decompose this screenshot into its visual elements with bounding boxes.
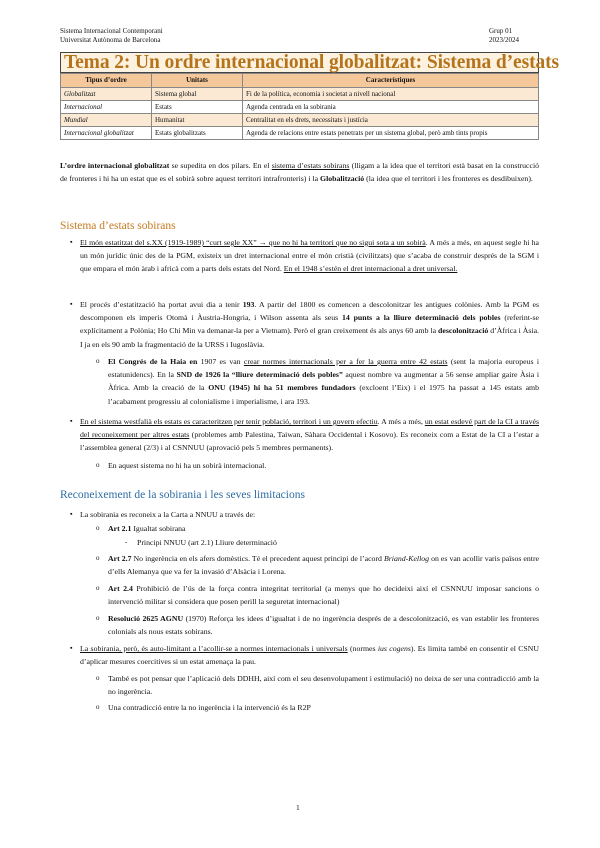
circle-bullet-icon: o — [96, 584, 100, 592]
table-header-row — [61, 74, 539, 88]
section-heading-sovereignty-recognition: Reconeixement de la sobirania i les seves limitacions — [60, 489, 305, 501]
bullet-icon: ▪ — [70, 238, 73, 246]
list-item: El món estatitzat del s.XX (1919-1989) “curt segle XX” → que no hi ha territori que no sigui sota a un sobirà. A més a més, en aquest segle hi ha un món jurídic únic des de la PGM, existeix un dret internacional entre el món cristià (civilitzats) que s’acaba de construir després de la SGM i que empara el món àrab i africà com a parts dels estats del Nord. En el 1948 s’estén el dret internacional a dret universal. — [80, 238, 540, 274]
table-cell: Agenda centrada en la sobirania — [243, 101, 539, 114]
table-row — [61, 88, 539, 101]
academic-year: 2023/2024 — [489, 36, 519, 44]
table-cell: Globalitzat — [61, 88, 152, 101]
order-types-table — [60, 73, 539, 140]
circle-bullet-icon: o — [96, 554, 100, 562]
list-item: La sobirania es reconeix a la Carta a NNUU a través de: — [80, 510, 256, 519]
table-cell: Estats — [152, 101, 243, 114]
list-item: Art 2.7 No ingerència en els afers domèstics. Té el precedent aquest principi de l’acord Briand-Kellog on es van acollir varis països entre d’ells Alemanya que va fer la invasió d’Alsàcia i Lorena. — [108, 554, 540, 577]
bullet-icon: ▪ — [70, 417, 73, 425]
circle-bullet-icon: o — [96, 614, 100, 622]
list-item: El Congrés de la Haia en 1907 es van crear normes internacionals per a fer la guerra entre 42 estats (sent la majoria europeus i estatunidencs). En la SND de 1926 la “lliure determinació dels pobles” aquest nombre va augmentar a 56 sense ampliar gaire Àsia i Àfrica. Amb la creació de la ONU (1945) hi ha 51 membres fundadors (excloent l’Eix) i el 1975 ha passat a 145 estats amb l’acabament progressiu al colonialisme i imperialisme, i ara 193. — [108, 357, 539, 406]
circle-bullet-icon: o — [96, 674, 100, 682]
page-title: Tema 2: Un ordre internacional globalitzat: Sistema d’estats — [64, 52, 560, 73]
table-cell: Mundial — [61, 114, 152, 127]
header-right — [489, 27, 519, 45]
header-left — [60, 27, 163, 45]
table-header: Característiques — [243, 74, 539, 88]
list-item: Art 2.4 Prohibició de l’ús de la força contra integritat territorial (a menys que ho decideixi així el CSNNUU imposar sancions o intervenció militar si considera que posen perill la seguretat internacional) — [108, 584, 539, 607]
section-heading-sovereign-states: Sistema d’estats sobirans — [60, 220, 176, 232]
list-item: La sobirania, però, és auto-limitant a l’acollir-se a normes internacionals i universals (normes ius cogens). Es limita també en consentir el CSNU d’aplicar mesures coercitives si un estat amenaça la pau. — [80, 644, 540, 667]
intro-paragraph: L’ordre internacional globalitzat se supedita en dos pilars. En el sistema d’estats sobirans (lligam a la idea que el territori està basat en la construcció de fronteres i hi ha un estat que es el sobirà sobre aquest territori intrafronteris) i la Globalització (la idea que el territori i les fronteres es desdibuixen). — [60, 161, 540, 184]
circle-bullet-icon: o — [96, 357, 100, 365]
table-cell: Estats globalitzats — [152, 127, 243, 140]
list-item: Resolució 2625 AGNU (1970) Reforça les idees d’igualtat i de no ingerència després de a descolonització, es van establir les fronteres colonials als nous estats sobirans. — [108, 614, 539, 637]
table-cell: Agenda de relacions entre estats penetrats per un sistema global, però amb tints propis — [243, 127, 539, 140]
table-row — [61, 127, 539, 140]
list-item: En el sistema westfalià els estats es caracteritzen per tenir població, territori i un govern efectiu. A més a més, un estat esdevé part de la CI a través del reconeixement per altres estats (problemes amb Palestina, Taiwan, Sàhara Occidental i Kosovo). Es reconeix com a Estat de la CI a l’estar a l’assemblea general (2/3) i al CSNNUU (aprovació pels 5 membres permanents). — [80, 417, 540, 453]
list-item: Una contradicció entre la no ingerència i la intervenció és la R2P — [108, 703, 311, 712]
circle-bullet-icon: o — [96, 524, 100, 532]
bullet-icon: ▪ — [70, 510, 73, 518]
course-name: Sistema Internacional Contemporani — [60, 27, 163, 35]
table-header: Tipus d’ordre — [61, 74, 152, 88]
table-header: Unitats — [152, 74, 243, 88]
bullet-icon: ▪ — [70, 644, 73, 652]
table-cell: Centralitat en els drets, necessitats i justícia — [243, 114, 539, 127]
dash-bullet-icon: - — [125, 538, 128, 546]
page-number: 1 — [296, 803, 300, 812]
list-item: Art 2.1 Igualtat sobirana — [108, 524, 186, 533]
circle-bullet-icon: o — [96, 461, 100, 469]
page-title-box — [60, 52, 560, 73]
university-name: Universitat Autònoma de Barcelona — [60, 36, 161, 44]
table-row — [61, 101, 539, 114]
table-row — [61, 114, 539, 127]
group-label: Grup 01 — [489, 27, 513, 35]
bullet-icon: ▪ — [70, 300, 73, 308]
list-item: El procés d’estatització ha portat avui dia a tenir 193. A partir del 1800 es comencen a descolonitzar les antigues colònies. Amb la PGM es descomponen els imperis Otomà i Àustria-Hongria, i Wilson assenta als seus 14 punts a la lliure determinació dels pobles (referint-se explícitament a Polònia; Ho Chi Min va demanar-la per a Vietnam). Però el gran creixement és als anys 60 amb la descolonització d’Àfrica i Àsia. I ja en els 90 amb la fragmentació de la URSS i Iugoslàvia. — [80, 300, 539, 349]
table-cell: Humanitat — [152, 114, 243, 127]
table-cell: Internacional — [61, 101, 152, 114]
table-cell: Internacional globalitzat — [61, 127, 152, 140]
circle-bullet-icon: o — [96, 703, 100, 711]
list-item: En aquest sistema no hi ha un sobirà internacional. — [108, 461, 267, 470]
table-cell: Sistema global — [152, 88, 243, 101]
list-item: També es pot pensar que l’aplicació dels DDHH, així com el seu desenvolupament i estimulació) no deixa de ser una contradicció amb la no ingerència. — [108, 674, 539, 697]
list-item: Principi NNUU (art 2.1) Lliure determinació — [137, 538, 277, 547]
table-cell: Fi de la política, economia i societat a nivell nacional — [243, 88, 539, 101]
